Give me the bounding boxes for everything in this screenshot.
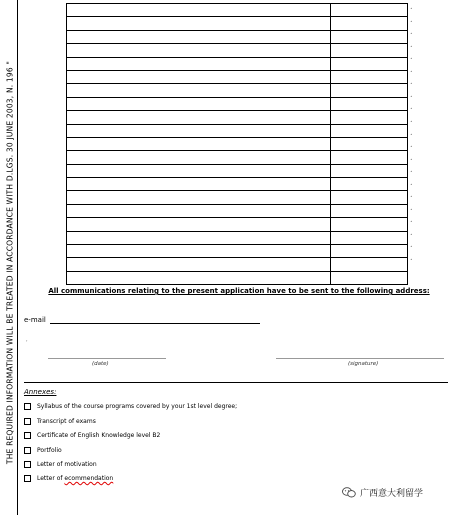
- stray-mark: ,: [26, 337, 28, 343]
- annex-item[interactable]: [24, 432, 160, 439]
- misspelled-word: ecommendation: [64, 475, 114, 482]
- value-cell[interactable]: [331, 218, 408, 231]
- annex-item[interactable]: [24, 403, 237, 410]
- value-cell[interactable]: [331, 97, 408, 110]
- entry-cell[interactable]: [67, 245, 331, 258]
- signature-line[interactable]: [276, 358, 444, 359]
- date-label: (date): [92, 361, 109, 367]
- entry-cell[interactable]: [67, 231, 331, 244]
- annexes-heading-text: Annexes: [24, 388, 55, 396]
- email-row: [24, 315, 260, 324]
- entry-cell[interactable]: [67, 17, 331, 30]
- value-cell[interactable]: [331, 124, 408, 137]
- row-tick-icon: ˔: [410, 206, 413, 213]
- entry-table: [66, 3, 408, 285]
- annex-item[interactable]: [24, 447, 62, 454]
- table-row: [67, 204, 408, 217]
- entry-cell[interactable]: [67, 70, 331, 83]
- value-cell[interactable]: [331, 258, 408, 271]
- wechat-watermark: [342, 486, 423, 499]
- watermark-text: 广西意大利留学: [360, 489, 424, 499]
- entry-cell[interactable]: [67, 258, 331, 271]
- row-tick-icon: ˔: [410, 144, 413, 151]
- date-line[interactable]: [48, 358, 166, 359]
- table-row: [67, 97, 408, 110]
- table-row: [67, 57, 408, 70]
- checkbox-icon[interactable]: [24, 403, 31, 410]
- row-tick-icon: ˔: [410, 68, 413, 75]
- privacy-notice-vertical: THE REQUIRED INFORMATION WILL BE TREATED IN ACCORDANCE WITH D.LGS. 30 JUNE 2003, N. 196 ": [5, 60, 15, 465]
- table-row: [67, 17, 408, 30]
- row-tick-icon: ˔: [410, 181, 413, 188]
- row-tick-icon: ˔: [410, 194, 413, 201]
- entry-cell[interactable]: [67, 164, 331, 177]
- row-tick-icon: ˔: [410, 244, 413, 251]
- row-tick-icon: ˔: [410, 31, 413, 38]
- value-cell[interactable]: [331, 164, 408, 177]
- table-row: [67, 271, 408, 284]
- value-cell[interactable]: [331, 84, 408, 97]
- checkbox-icon[interactable]: [24, 475, 31, 482]
- row-tick-icon: ˔: [410, 81, 413, 88]
- value-cell[interactable]: [331, 30, 408, 43]
- checkbox-icon[interactable]: [24, 461, 31, 468]
- value-cell[interactable]: [331, 4, 408, 17]
- value-cell[interactable]: [331, 111, 408, 124]
- table-row: [67, 137, 408, 150]
- value-cell[interactable]: [331, 231, 408, 244]
- value-cell[interactable]: [331, 191, 408, 204]
- entry-cell[interactable]: [67, 271, 331, 284]
- table-row: [67, 164, 408, 177]
- entry-cell[interactable]: [67, 204, 331, 217]
- table-row: [67, 111, 408, 124]
- row-tick-icon: ˔: [410, 257, 413, 263]
- value-cell[interactable]: [331, 70, 408, 83]
- page-left-rule: [17, 0, 18, 515]
- annex-label: Syllabus of the course programs covered by your 1st level degree;: [37, 403, 238, 410]
- table-row: [67, 151, 408, 164]
- entry-cell[interactable]: [67, 178, 331, 191]
- wechat-icon: [342, 487, 356, 498]
- table-row: [67, 191, 408, 204]
- table-row: [67, 231, 408, 244]
- table-row: [67, 124, 408, 137]
- entry-cell[interactable]: [67, 124, 331, 137]
- checkbox-icon[interactable]: [24, 447, 31, 454]
- annexes-heading: [24, 388, 56, 396]
- annex-item[interactable]: [24, 461, 97, 468]
- value-cell[interactable]: [331, 204, 408, 217]
- checkbox-icon[interactable]: [24, 432, 31, 439]
- value-cell[interactable]: [331, 178, 408, 191]
- annex-label-prefix: Letter of: [37, 475, 63, 482]
- table-row: [67, 4, 408, 17]
- row-tick-icon: ˔: [410, 231, 413, 238]
- table-row: [67, 30, 408, 43]
- section-separator: [24, 382, 448, 383]
- annex-item[interactable]: [24, 475, 113, 482]
- table-row: [67, 44, 408, 57]
- row-tick-icon: ˔: [410, 106, 413, 113]
- email-field[interactable]: [50, 315, 260, 324]
- email-label: e-mail: [24, 316, 46, 324]
- row-tick-icon: ˔: [410, 6, 413, 12]
- row-tick-icon: ˔: [410, 219, 413, 226]
- annex-label: Certificate of English Knowledge level B2: [37, 432, 161, 439]
- value-cell[interactable]: [331, 151, 408, 164]
- entry-cell[interactable]: [67, 44, 331, 57]
- row-tick-icon: ˔: [410, 56, 413, 63]
- value-cell[interactable]: [331, 17, 408, 30]
- row-tick-icon: ˔: [410, 169, 413, 176]
- annex-label: Portfolio: [37, 447, 62, 454]
- table-row: [67, 258, 408, 271]
- table-row: [67, 70, 408, 83]
- annex-item[interactable]: [24, 418, 96, 425]
- row-tick-icon: ˔: [410, 43, 413, 50]
- annexes-heading-colon: :: [54, 388, 57, 396]
- entry-cell[interactable]: [67, 84, 331, 97]
- value-cell[interactable]: [331, 137, 408, 150]
- entry-cell[interactable]: [67, 57, 331, 70]
- entry-cell[interactable]: [67, 97, 331, 110]
- row-tick-icon: ˔: [410, 18, 413, 25]
- table-row: [67, 178, 408, 191]
- value-cell[interactable]: [331, 271, 408, 284]
- row-tick-icon: ˔: [410, 156, 413, 163]
- value-cell[interactable]: [331, 57, 408, 70]
- row-tick-icon: ˔: [410, 93, 413, 100]
- entry-cell[interactable]: [67, 218, 331, 231]
- row-tick-icon: ˔: [410, 118, 413, 125]
- value-cell[interactable]: [331, 44, 408, 57]
- annex-label: Transcript of exams: [37, 418, 96, 425]
- entry-cell[interactable]: [67, 137, 331, 150]
- row-tick-icon: ˔: [410, 131, 413, 138]
- entry-cell[interactable]: [67, 30, 331, 43]
- entry-cell[interactable]: [67, 111, 331, 124]
- entry-cell[interactable]: [67, 191, 331, 204]
- entry-cell[interactable]: [67, 4, 331, 17]
- table-row: [67, 245, 408, 258]
- entry-cell[interactable]: [67, 151, 331, 164]
- value-cell[interactable]: [331, 245, 408, 258]
- communications-heading: All communications relating to the present application have to be sent to the following address:: [48, 287, 430, 295]
- signature-label: (signature): [348, 361, 379, 367]
- annex-label: Letter of motivation: [37, 461, 97, 468]
- table-row: [67, 84, 408, 97]
- table-row: [67, 218, 408, 231]
- checkbox-icon[interactable]: [24, 418, 31, 425]
